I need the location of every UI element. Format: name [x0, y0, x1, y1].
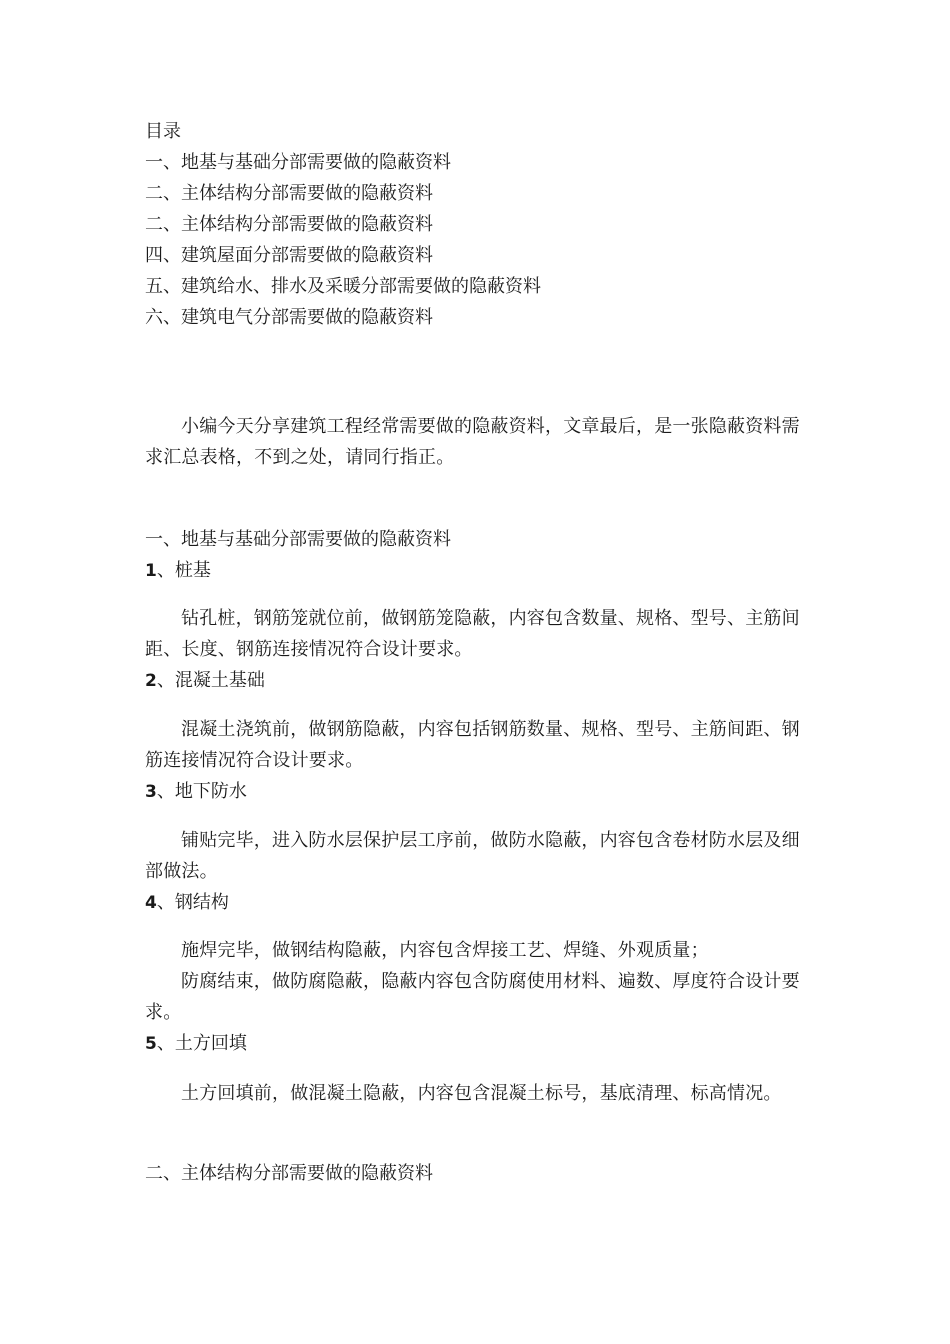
section-heading: 一、地基与基础分部需要做的隐蔽资料: [145, 529, 451, 550]
subsection-title: 土方回填: [174, 1033, 247, 1054]
subsection-heading: [145, 781, 247, 803]
subsection-separator: 、: [156, 781, 175, 802]
toc-item: 六、建筑电气分部需要做的隐蔽资料: [145, 307, 433, 328]
body-paragraph: 混凝土浇筑前，做钢筋隐蔽，内容包括钢筋数量、规格、型号、主筋间距、钢筋连接情况符合设计要求。: [145, 719, 800, 771]
toc-title: 目录: [145, 121, 181, 142]
toc-item: 二、主体结构分部需要做的隐蔽资料: [145, 214, 433, 235]
subsection-title: 混凝土基础: [174, 670, 265, 691]
toc-item: 二、主体结构分部需要做的隐蔽资料: [145, 183, 433, 204]
section-heading: 二、主体结构分部需要做的隐蔽资料: [145, 1163, 433, 1184]
subsection-heading: [145, 1033, 247, 1055]
subsection-number: 4: [145, 893, 157, 913]
subsection-heading: [145, 892, 229, 914]
toc-item: 一、地基与基础分部需要做的隐蔽资料: [145, 152, 451, 173]
subsection-title: 桩基: [174, 560, 211, 581]
body-paragraph: 铺贴完毕，进入防水层保护层工序前，做防水隐蔽，内容包含卷材防水层及细部做法。: [145, 830, 800, 882]
body-paragraph: 钻孔桩，钢筋笼就位前，做钢筋笼隐蔽，内容包含数量、规格、型号、主筋间距、长度、钢筋连接情况符合设计要求。: [145, 608, 800, 660]
subsection-separator: 、: [156, 1033, 175, 1054]
subsection-heading: [145, 560, 211, 582]
subsection-number: 5: [145, 1034, 157, 1054]
toc-item: 五、建筑给水、排水及采暖分部需要做的隐蔽资料: [145, 276, 541, 297]
subsection-separator: 、: [156, 670, 175, 691]
body-paragraph: 施焊完毕，做钢结构隐蔽，内容包含焊接工艺、焊缝、外观质量；: [181, 940, 709, 961]
subsection-separator: 、: [156, 892, 175, 913]
subsection-separator: 、: [156, 560, 175, 581]
subsection-title: 钢结构: [174, 892, 229, 913]
subsection-number: 2: [145, 671, 157, 691]
body-paragraph: 土方回填前，做混凝土隐蔽，内容包含混凝土标号，基底清理、标高情况。: [181, 1083, 782, 1104]
intro-paragraph: 小编今天分享建筑工程经常需要做的隐蔽资料，文章最后，是一张隐蔽资料需求汇总表格，不到之处，请同行指正。: [145, 416, 800, 468]
body-paragraph: 防腐结束，做防腐隐蔽，隐蔽内容包含防腐使用材料、遍数、厚度符合设计要求。: [145, 971, 800, 1023]
subsection-title: 地下防水: [174, 781, 247, 802]
toc-item: 四、建筑屋面分部需要做的隐蔽资料: [145, 245, 433, 266]
subsection-number: 3: [145, 782, 157, 802]
subsection-heading: [145, 670, 265, 692]
subsection-number: 1: [145, 561, 157, 581]
